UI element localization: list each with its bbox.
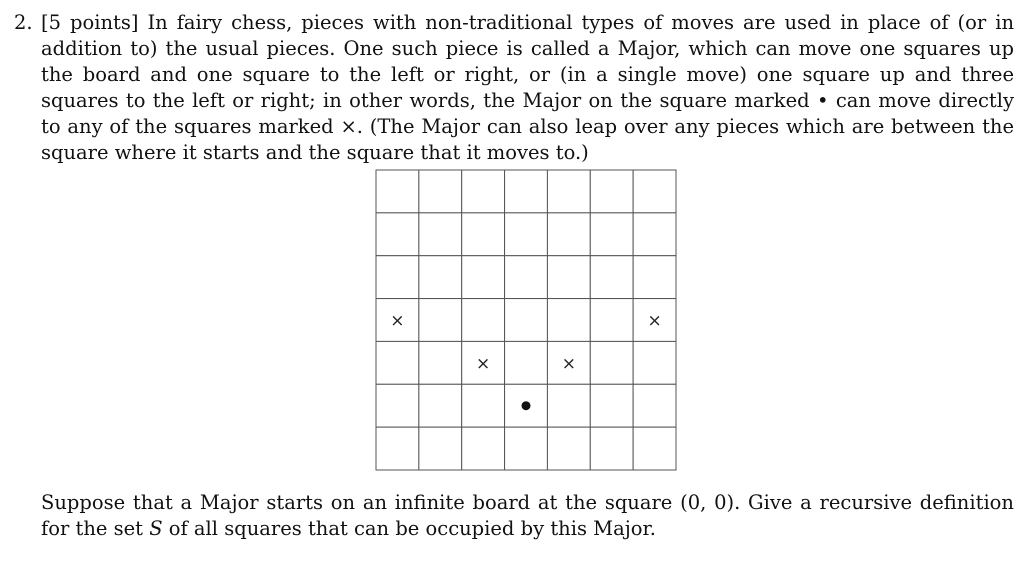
board-grid: [375, 169, 677, 471]
board-square: [633, 427, 676, 470]
board-square: [376, 170, 419, 213]
board-square: [505, 170, 548, 213]
cross-mark: ×: [476, 353, 491, 374]
problem-number: 2.: [14, 11, 33, 34]
board-square: [633, 256, 676, 299]
board-square: [633, 170, 676, 213]
board-square: [505, 256, 548, 299]
board-square: [462, 299, 505, 342]
cross-mark: ×: [647, 311, 662, 331]
problem-block: [14, 10, 1014, 166]
board-square: [505, 299, 548, 342]
cross-symbol: ×: [340, 115, 357, 138]
board-square: [547, 170, 590, 213]
board-square: [547, 427, 590, 470]
question-text-end: of all squares that can be occupied by this Major.: [162, 517, 656, 540]
board-square: [547, 299, 590, 342]
dot-symbol: •: [816, 89, 829, 112]
board-square: [505, 213, 548, 256]
board-square: [376, 384, 419, 427]
problem-text: In fairy chess, pieces with non-traditional types of moves are used in place of (or in addition to) the usual pieces. One such piece is called a Major, which can move one squares up the board and one square to the left or right, or (in a single move) one square up and three squares to the left or right; in other words, the Major on the square marked: [41, 11, 1014, 112]
board-square: [590, 256, 633, 299]
board-square: [419, 299, 462, 342]
board-square: [633, 213, 676, 256]
board-square: [505, 341, 548, 384]
board-square: [419, 213, 462, 256]
board-square: [419, 427, 462, 470]
board-square: [419, 170, 462, 213]
board-square: [590, 341, 633, 384]
board-square: [633, 384, 676, 427]
start-coordinate: (0, 0): [680, 491, 735, 514]
board-square: [419, 384, 462, 427]
board-square: [505, 427, 548, 470]
problem-text-after-dot: can move directly to any of the squares marked: [41, 89, 1014, 138]
question-text-start: Suppose that a Major starts on an infinite board at the square: [41, 491, 681, 514]
board-square: [462, 170, 505, 213]
problem-text-after-cross: . (The Major can also leap over any pieces which are between the square where it starts and the square that it moves to.): [41, 115, 1014, 164]
board-square: [590, 299, 633, 342]
board-square: [462, 213, 505, 256]
problem-body: [41, 10, 1014, 166]
cross-mark: ×: [390, 311, 405, 331]
board-square: [462, 384, 505, 427]
board-square: [462, 427, 505, 470]
board-square: [376, 213, 419, 256]
board-square: [633, 341, 676, 384]
board-square: [590, 384, 633, 427]
question-text-middle: . Give a recursive definition for the set: [41, 491, 1014, 540]
board-square: [590, 427, 633, 470]
board-square: [376, 256, 419, 299]
board-square: [376, 341, 419, 384]
cross-mark: ×: [561, 353, 576, 374]
chess-board: [375, 169, 677, 471]
problem-points: [5 points]: [41, 11, 139, 34]
question-text: [41, 490, 1014, 542]
board-square: [419, 341, 462, 384]
board-square: [462, 256, 505, 299]
set-variable: S: [149, 517, 163, 540]
board-square: [590, 213, 633, 256]
major-position-dot: [522, 401, 531, 410]
board-square: [547, 256, 590, 299]
board-square: [419, 256, 462, 299]
board-square: [376, 427, 419, 470]
board-square: [547, 213, 590, 256]
problem-statement: [14, 10, 1014, 166]
board-square: [547, 384, 590, 427]
board-square: [590, 170, 633, 213]
